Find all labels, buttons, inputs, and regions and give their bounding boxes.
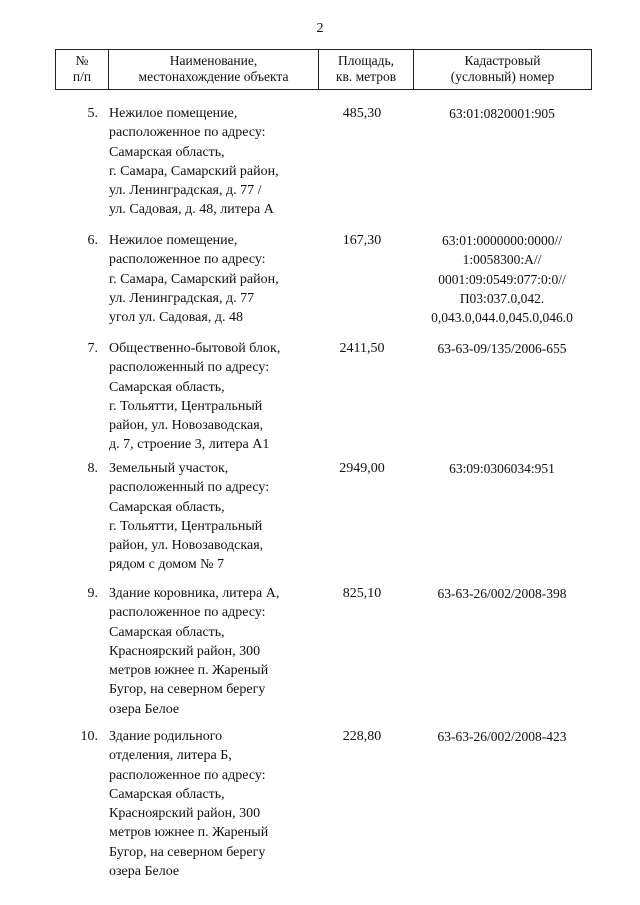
row-area: 228,80 (342, 729, 382, 744)
row-cadastral: 63-63-26/002/2008-398 (437, 586, 567, 601)
table-header (55, 49, 592, 90)
row-number: 6. (87, 233, 98, 248)
row-number: 7. (87, 341, 98, 356)
header-number-line1: № (75, 53, 89, 68)
table-row (0, 584, 640, 726)
row-area: 167,30 (342, 233, 382, 248)
table-body (0, 104, 640, 883)
row-area: 825,10 (342, 586, 382, 601)
header-name-line1: Наименование, (169, 53, 258, 68)
row-number: 10. (80, 729, 98, 744)
row-number: 8. (87, 461, 98, 476)
table-row (0, 339, 640, 463)
header-area (319, 50, 414, 90)
row-name: Земельный участок, расположенный по адресу: Самарская область, г. Тольятти, Центральный район, ул. Новозаводская, рядом с домом № 7 (109, 461, 270, 573)
row-cadastral: 63:01:0000000:0000// 1:0058300:А// 0001:09:0549:077:0:0// П03:037.0,042. 0,043.0,044.0,045.0,046.0 (431, 233, 573, 326)
row-name: Здание коровника, литера А, расположенное по адресу: Самарская область, Красноярский район, 300 метров южнее п. Жареный Бугор, на северном берегу озера Белое (109, 586, 280, 717)
row-name: Общественно-бытовой блок, расположенный по адресу: Самарская область, г. Тольятти, Центральный район, ул. Новозаводская, д. 7, строение 3, литера А1 (109, 341, 281, 453)
row-number: 9. (87, 586, 98, 601)
header-cadastral-line2: (условный) номер (450, 69, 555, 84)
header-number (56, 50, 109, 90)
row-number: 5. (87, 106, 98, 121)
header-name-line2: местонахождение объекта (138, 69, 289, 84)
row-area: 2411,50 (339, 341, 385, 356)
table-row (0, 231, 640, 336)
header-cadastral (414, 50, 592, 90)
header-number-line2: п/п (72, 69, 92, 84)
table-row (0, 104, 640, 228)
header-name (109, 50, 319, 90)
header-area-line1: Площадь, (337, 53, 395, 68)
header-area-line2: кв. метров (335, 69, 397, 84)
row-cadastral: 63:01:0820001:905 (449, 106, 555, 121)
row-cadastral: 63:09:0306034:951 (449, 461, 555, 476)
row-cadastral: 63-63-26/002/2008-423 (437, 729, 567, 744)
row-area: 485,30 (342, 106, 382, 121)
row-cadastral: 63-63-09/135/2006-655 (437, 341, 567, 356)
header-cadastral-line1: Кадастровый (464, 53, 541, 68)
table-row (0, 459, 640, 583)
row-area: 2949,00 (339, 461, 385, 476)
row-name: Здание родильного отделения, литера Б, расположенное по адресу: Самарская область, Красноярский район, 300 метров южнее п. Жареный Бугор, на северном берегу озера Белое (109, 729, 269, 880)
page-number: 2 (316, 21, 324, 36)
table-row (0, 727, 640, 887)
row-name: Нежилое помещение, расположенное по адресу: Самарская область, г. Самара, Самарский район, ул. Ленинградская, д. 77 / ул. Садовая, д. 48, литера А (109, 106, 279, 218)
row-name: Нежилое помещение, расположенное по адресу: г. Самара, Самарский район, ул. Ленинградская, д. 77 угол ул. Садовая, д. 48 (109, 233, 279, 326)
